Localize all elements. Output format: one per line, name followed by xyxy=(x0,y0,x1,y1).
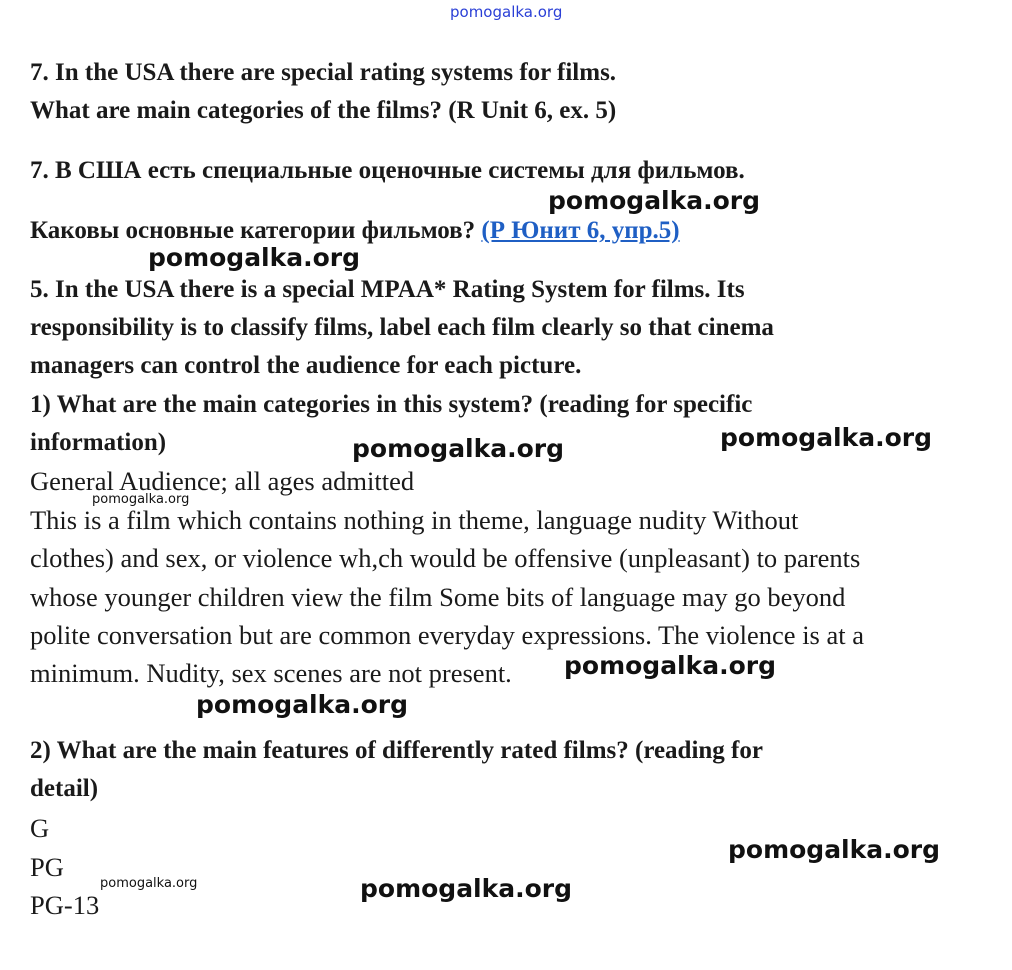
exercise-intro-line-3: managers can control the audience for each picture. xyxy=(30,352,582,379)
answer-line-1: General Audience; all ages admitted xyxy=(30,466,415,496)
watermark: pomogalka.org xyxy=(352,434,565,463)
answer-line-6: minimum. Nudity, sex scenes are not present. xyxy=(30,658,512,688)
question-1-line-1: 1) What are the main categories in this system? (reading for specific xyxy=(30,391,753,418)
answer-line-2: This is a film which contains nothing in theme, language nudity Without xyxy=(30,505,799,535)
task-ru-line-2 xyxy=(30,217,680,245)
task-en-line-1: 7. In the USA there are special rating systems for films. xyxy=(30,59,617,86)
exercise-intro-line-2: responsibility is to classify films, label each film clearly so that cinema xyxy=(30,314,774,341)
watermark: pomogalka.org xyxy=(196,690,409,719)
answer-line-3: clothes) and sex, or violence wh,ch would be offensive (unpleasant) to parents xyxy=(30,543,861,573)
watermark: pomogalka.org xyxy=(720,423,933,452)
header-watermark: pomogalka.org xyxy=(450,3,563,21)
watermark: pomogalka.org xyxy=(360,874,573,903)
exercise-intro-line-1: 5. In the USA there is a special MPAA* Rating System for films. Its xyxy=(30,276,745,303)
task-ru-line-1: 7. В США есть специальные оценочные системы для фильмов. xyxy=(30,157,745,184)
watermark: pomogalka.org xyxy=(728,835,941,864)
watermark: pomogalka.org xyxy=(148,243,361,272)
watermark-small: pomogalka.org xyxy=(92,492,190,507)
answer-line-5: polite conversation but are common everyday expressions. The violence is at a xyxy=(30,620,864,650)
answer-line-4: whose younger children view the film Some bits of language may go beyond xyxy=(30,582,846,612)
rating-item: G xyxy=(30,813,50,843)
rating-item: PG-13 xyxy=(30,890,100,920)
task-en-line-2: What are main categories of the films? (R Unit 6, ex. 5) xyxy=(30,97,617,124)
question-1-line-2: information) xyxy=(30,429,167,456)
question-2-line-2: detail) xyxy=(30,775,99,802)
task-ru-text: Каковы основные категории фильмов? xyxy=(30,217,482,244)
task-ru-reference-link[interactable]: (Р Юнит 6, упр.5) xyxy=(481,217,680,244)
question-2-line-1: 2) What are the main features of differently rated films? (reading for xyxy=(30,737,763,764)
rating-item: PG xyxy=(30,852,64,882)
watermark: pomogalka.org xyxy=(564,651,777,680)
watermark: pomogalka.org xyxy=(548,186,761,215)
watermark-small: pomogalka.org xyxy=(100,876,198,891)
